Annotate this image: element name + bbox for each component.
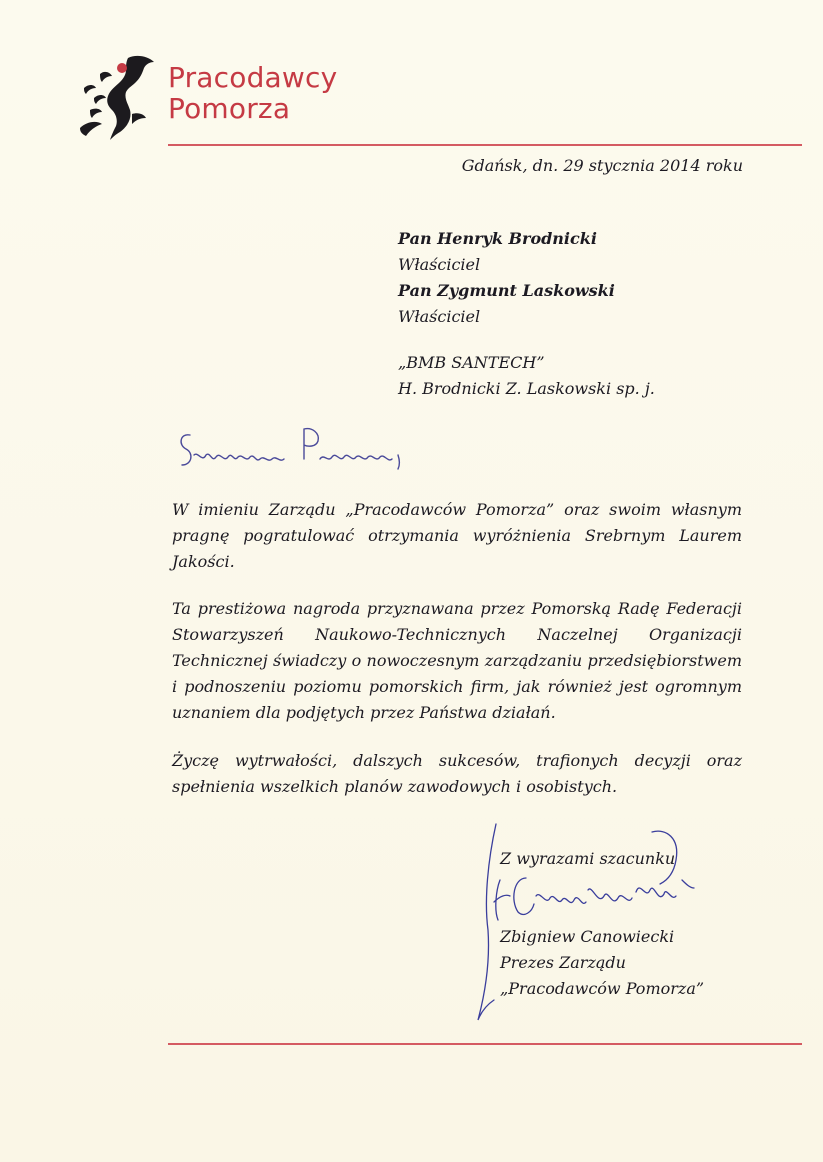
closing-salutation: Z wyrazami szacunku	[500, 849, 676, 868]
signer-organization: „Pracodawców Pomorza”	[500, 979, 705, 998]
footer-divider	[168, 1043, 802, 1045]
recipient-company-legal: H. Brodnicki Z. Laskowski sp. j.	[398, 379, 655, 398]
recipient-role-2: Właściciel	[398, 307, 481, 326]
brand-line-1: Pracodawcy	[168, 61, 338, 94]
recipient-company: „BMB SANTECH”	[398, 353, 545, 372]
paragraph-congratulations: W imieniu Zarządu „Pracodawców Pomorza” oraz swoim własnym pragnę pogratulować otrzymania wyróżnienia Srebrnym Laurem Jakości.	[172, 500, 742, 571]
signer-name: Zbigniew Canowiecki	[500, 927, 675, 946]
brand-name	[168, 62, 337, 124]
brand-line-2: Pomorza	[168, 92, 291, 125]
recipient-address	[398, 226, 655, 402]
paragraph-wishes: Życzę wytrwałości, dalszych sukcesów, trafionych decyzji oraz spełnienia wszelkich planów zawodowych i osobistych.	[172, 751, 742, 796]
recipient-role-1: Właściciel	[398, 255, 481, 274]
closing-block	[500, 846, 704, 1002]
pracodawcy-pomorza-logo-icon	[70, 48, 166, 144]
handwritten-greeting	[176, 425, 436, 485]
recipient-name-2: Pan Zygmunt Laskowski	[398, 281, 615, 300]
header-divider	[168, 144, 802, 146]
signer-title: Prezes Zarządu	[500, 953, 626, 972]
recipient-name-1: Pan Henryk Brodnicki	[398, 229, 597, 248]
paragraph-award: Ta prestiżowa nagroda przyznawana przez Pomorską Radę Federacji Stowarzyszeń Naukowo-Technicznych Naczelnej Organizacji Technicznej świadczy o nowoczesnym zarządzaniu przedsiębiorstwem i podnoszeniu poziomu pomorskich firm, jak również jest ogromnym uznaniem dla podjętych przez Państwa działań.	[172, 599, 742, 722]
letter-date: Gdańsk, dn. 29 stycznia 2014 roku	[461, 156, 743, 175]
